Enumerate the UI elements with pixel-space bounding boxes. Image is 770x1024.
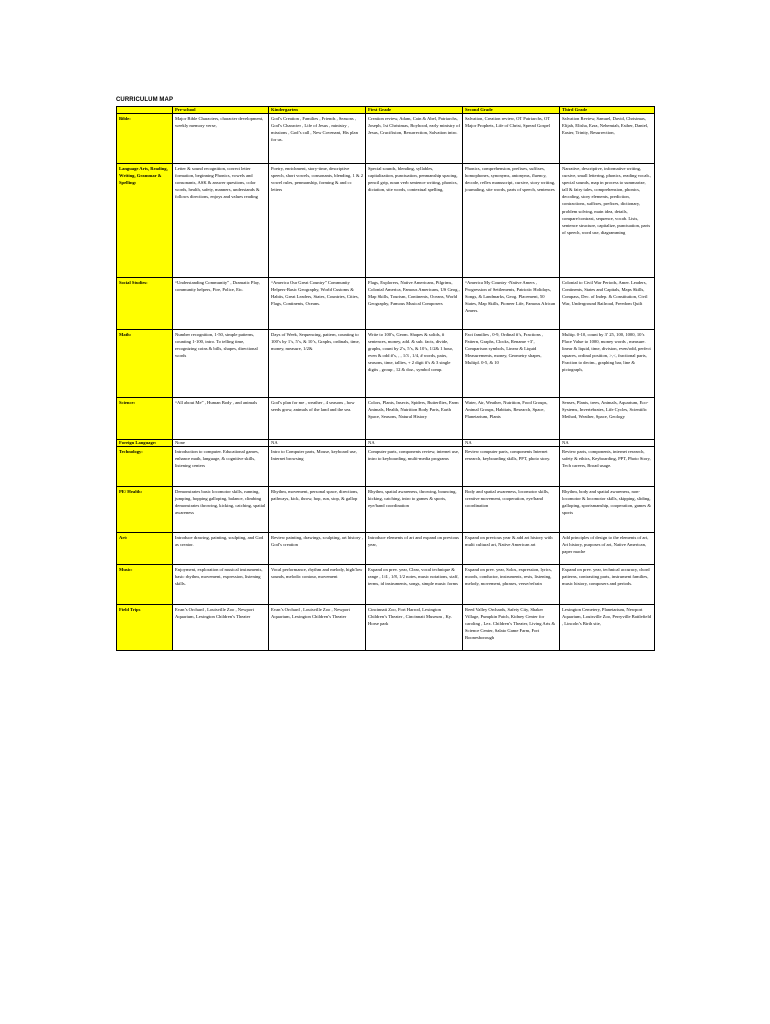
header-first-grade: First Grade <box>366 107 463 114</box>
header-second-grade: Second Grade <box>463 107 560 114</box>
table-cell: Expand on prev. year, technical accuracy, chord patterns, contrasting parts, instrument families, music history, composers and periods. <box>560 565 655 605</box>
row-technology <box>117 447 655 487</box>
subject-label: Art: <box>117 533 173 565</box>
subject-label: Bible: <box>117 114 173 164</box>
header-row <box>117 107 655 114</box>
row-foreign-language <box>117 440 655 447</box>
table-cell: Water, Air, Weather, Nutrition, Food Groups, Animal Groups, Habitats, Research, Space, Planetarium, Plants <box>463 398 560 440</box>
table-cell: Vocal performance, rhythm and melody, high/low sounds, melodic contour, movement <box>269 565 366 605</box>
subject-label: Math: <box>117 330 173 398</box>
table-cell: Introduce elements of art and expand on previous year, <box>366 533 463 565</box>
table-cell: God’s Creation , Families , Friends , Seasons , God’s Character , Life of Jesus , ministry , missions , God’s call , New Covenant, His plan for us. <box>269 114 366 164</box>
table-cell: Fact families , 0-9, Ordinal #’s, Fractions , Pattern, Graphs, Clocks, Rename +3’, Comparison symbols, Linear & Liquid Measurements, money, Geometry shapes, Multipl. 0-5, & 10 <box>463 330 560 398</box>
table-cell: Expand on prev. year, Solos, expression, lyrics, moods, conductor, instruments, rests, listening, melody, movement, phrases, verse/refrain <box>463 565 560 605</box>
subject-label: PE/ Health: <box>117 487 173 533</box>
table-cell: Lexington Cemetery, Planetarium, Newport Aquarium, Louisville Zoo, Perryville Battlefield , Lincoln’s Birth site, <box>560 605 655 651</box>
subject-label: Language Arts, Reading, Writing, Grammar & Spelling: <box>117 164 173 278</box>
document-title: CURRICULUM MAP <box>116 97 174 103</box>
table-cell: Review painting, drawings, sculpting, art history , God’s creation <box>269 533 366 565</box>
table-cell: Review computer parts, components Internet research, keyboarding skills, PPT, photo story. <box>463 447 560 487</box>
header-third-grade: Third Grade <box>560 107 655 114</box>
table-cell: Add principles of design to the elements of art, Art history, purposes of art, Native American, paper mache <box>560 533 655 565</box>
table-cell: Colors, Plants, Insects, Spiders, Butterflies, Farm Animals, Health, Nutrition Body Parts, Earth Space, Seasons, Natural History <box>366 398 463 440</box>
row-science <box>117 398 655 440</box>
table-cell: Multip. 0-10, count by 3’ 25, 100, 1000, 10’s Place Value to 1000, money words , measure. linear & liquid, time, division, even/odd, perfect squares, ordinal position, >,<, fractional parts, Fraction to decim., graphing bar, line & pictograph, <box>560 330 655 398</box>
table-cell: Expand on previous year & add art history with multi cultural art, Native American art <box>463 533 560 565</box>
table-cell: Colonial to Civil War Periods, Amer. Leaders, Continents, States and Capitals, Maps Skills, Compass, Dec. of Indep. & Constitution, Civil War, Underground Railroad, Freedom Quilt <box>560 278 655 330</box>
row-art <box>117 533 655 565</box>
row-language-arts <box>117 164 655 278</box>
table-cell: Number recognition, 1-50, simple patterns, counting 1-100, intro. To telling time, recognizing coins & bills, shapes, directional words <box>173 330 269 398</box>
table-cell: Evan’s Orchard , Louisville Zoo , Newport Aquarium, Lexington Children’s Theater <box>269 605 366 651</box>
table-cell: Demonstrates basic locomotor skills, running, jumping, hopping galloping, balance, climbing demonstrates throwing, kicking, catching, spatial awareness <box>173 487 269 533</box>
row-bible <box>117 114 655 164</box>
table-cell: “America Our Great Country” Community Helpers-Basic Geography, World Customs & Habits, Great Leaders, States, Countries, Cities, Flags, Continents, Oceans. <box>269 278 366 330</box>
table-cell: Letter & sound recognition, correct letter formation, beginning Phonics, vowels and consonants, ASK & answer questions, color words, health, safety, manners, understands & follows directions, enjoys and values reading <box>173 164 269 278</box>
table-cell: Intro to Computer parts, Mouse, keyboard use, Internet browsing <box>269 447 366 487</box>
table-cell: Review parts, components, internet research, safety & ethics, Keyboarding, PPT, Photo Story, Tech careers, Broad usage. <box>560 447 655 487</box>
row-math <box>117 330 655 398</box>
table-cell: “America My Country -Native Amers , Progression of Settlements, Patriotic Holidays, Songs, & Landmarks, Geog. Placement, 50 States, Map Skills, Pioneer Life, Famous African Amers. <box>463 278 560 330</box>
table-cell: Rhythm, spatial awareness, throwing, bouncing, kicking, catching, intro to games & sports, eye/hand coordination <box>366 487 463 533</box>
subject-label: Music: <box>117 565 173 605</box>
row-field-trips <box>117 605 655 651</box>
subject-label: Technology: <box>117 447 173 487</box>
header-kindergarten: Kindergarten <box>269 107 366 114</box>
table-cell: NA <box>366 440 463 447</box>
table-cell: Evan’s Orchard , Louisville Zoo , Newport Aquarium, Lexington Children’s Theater <box>173 605 269 651</box>
table-cell: Senses, Plants, trees, Animals, Aquarium, Eco- Systems, Invertebrates, Life Cycles, Scientific Method, Weather, Space, Geology <box>560 398 655 440</box>
table-cell: Special sounds, blending, syllables, capitalization, punctuation, penmanship spacing, pencil grip, noun verb sentence writing, phonics, dictation, site words, contextual spelling, <box>366 164 463 278</box>
subject-label: Science: <box>117 398 173 440</box>
subject-label: Social Studies: <box>117 278 173 330</box>
table-cell: Salvation Review, Samuel, David, Christmas, Elijah, Elisha, Ezra, Nehemiah, Esther, Daniel, Easter, Trinity, Resurrection, <box>560 114 655 164</box>
table-cell: Reed Valley Orchards, Safety City, Shaker Village, Pumpkin Patch, Kidney Center for caroling , Lex. Children’s Theater, Living Arts & Science Center, Salato Game Farm, Fort Boonesborough <box>463 605 560 651</box>
table-cell: NA <box>463 440 560 447</box>
subject-label: Field Trips <box>117 605 173 651</box>
table-cell: Days of Week, Sequencing, pattern, counting to 100’s by 1’s, 5’s, & 10’s, Graphs, ordinals, time, money, measure, 1/2& <box>269 330 366 398</box>
table-cell: Write to 100’s, Geom. Shapes & solids, # sentences, money, add. & sub. facts, divide, graphs, count by 2’s, 5’s, & 10’s, 1/2& 1 hour, even & odd #’s, , , 1/3 , 1/4, # words, pairs, seasons, time, tallies, + 2 digit #’s & 3 single digits , group , 12 & doz., symbol comp. <box>366 330 463 398</box>
table-cell: God’s plan for me , weather , 4 seasons , how seeds grow, animals of the land and the sea. <box>269 398 366 440</box>
table-cell: Poetry, enrichment, story-time, descriptive speech, short vowels, consonants, blending, 1 & 2 vowel rules, penmanship, forming & and cc letters <box>269 164 366 278</box>
table-cell: “All about Me” , Human Body , and animals <box>173 398 269 440</box>
table-cell: Cincinnati Zoo, Fort Harrod, Lexington Children’s Theater , Cincinnati Museum , Ky. Horse park <box>366 605 463 651</box>
subject-label: Foreign Language: <box>117 440 173 447</box>
table-cell: Enjoyment, exploration of musical instruments, basic rhythm, movement, expression, listening skills. <box>173 565 269 605</box>
table-cell: “Understanding Community” , Dramatic Play, community helpers, Fire, Police, Etc. <box>173 278 269 330</box>
table-cell: Flags, Explorers, Native Americans, Pilgrims, Colonial America, Famous Americans, US Geog., Map Skills, Tourism, Continents, Oceans, World Geography, Famous Musical Composers <box>366 278 463 330</box>
table-cell: Rhythm, movement, personal space, directions, pathways, kick, throw, hop, run, stop, & gallop <box>269 487 366 533</box>
table-cell: NA <box>560 440 655 447</box>
header-preschool: Pre-school <box>173 107 269 114</box>
table-cell: Narrative, descriptive, informative writing, cursive, small lettering, phonics, reading vocab., special sounds, map in process to summarize, tall & fairy tales, comprehension, phonics, decoding, story elements, prediction, contractions, suffixes, prefixes, dictionary, problem solving, main idea, details, compare/contrast, sequence, vocab. Lists, sentence structure, capitalize, punctuation, parts of speech, word use, diagramming <box>560 164 655 278</box>
header-corner <box>117 107 173 114</box>
row-social-studies <box>117 278 655 330</box>
table-cell: Introduction to computer. Educational games, enhance math, language, & cognitive skills, listening centers <box>173 447 269 487</box>
table-cell: Rhythm, body and spatial awareness, non-locomotor & locomotor skills, skipping, sliding, galloping, sportsmanship, cooperation, games & sports <box>560 487 655 533</box>
table-cell: Body and spatial awareness, locomotor skills, creative movement, cooperation, eye/hand coordination <box>463 487 560 533</box>
table-cell: Expand on prev. year, Clear, vocal technique & range , 1/4 , 1/8, 1/2 notes, music notations, staff, terms, id instruments, songs, simple music forms <box>366 565 463 605</box>
table-cell: NA <box>269 440 366 447</box>
table-cell: Salvation, Creation review, OT Patriarchs, OT Major Prophets, Life of Christ, Spread Gospel <box>463 114 560 164</box>
table-cell: Creation review, Adam, Cain & Abel, Patriarchs, Joseph, 1st Christmas, Boyhood, early ministry of Jesus, Crucifixion, Resurrection, Salvation intro. <box>366 114 463 164</box>
row-music <box>117 565 655 605</box>
table-cell: Computer parts, components review, internet use, intro to keyboarding, multi-media programs <box>366 447 463 487</box>
row-pe-health <box>117 487 655 533</box>
table-cell: Introduce drawing, painting, sculpting, and God as creator. <box>173 533 269 565</box>
curriculum-table <box>116 106 655 651</box>
table-cell: None <box>173 440 269 447</box>
table-cell: Major Bible Characters, character development, weekly memory verse, <box>173 114 269 164</box>
table-cell: Phonics, comprehension, prefixes, suffixes, homophones, synonyms, antonyms, fluency, decode, reflex manuscript, cursive, story writing, journaling, site words, parts of speech, sentences <box>463 164 560 278</box>
